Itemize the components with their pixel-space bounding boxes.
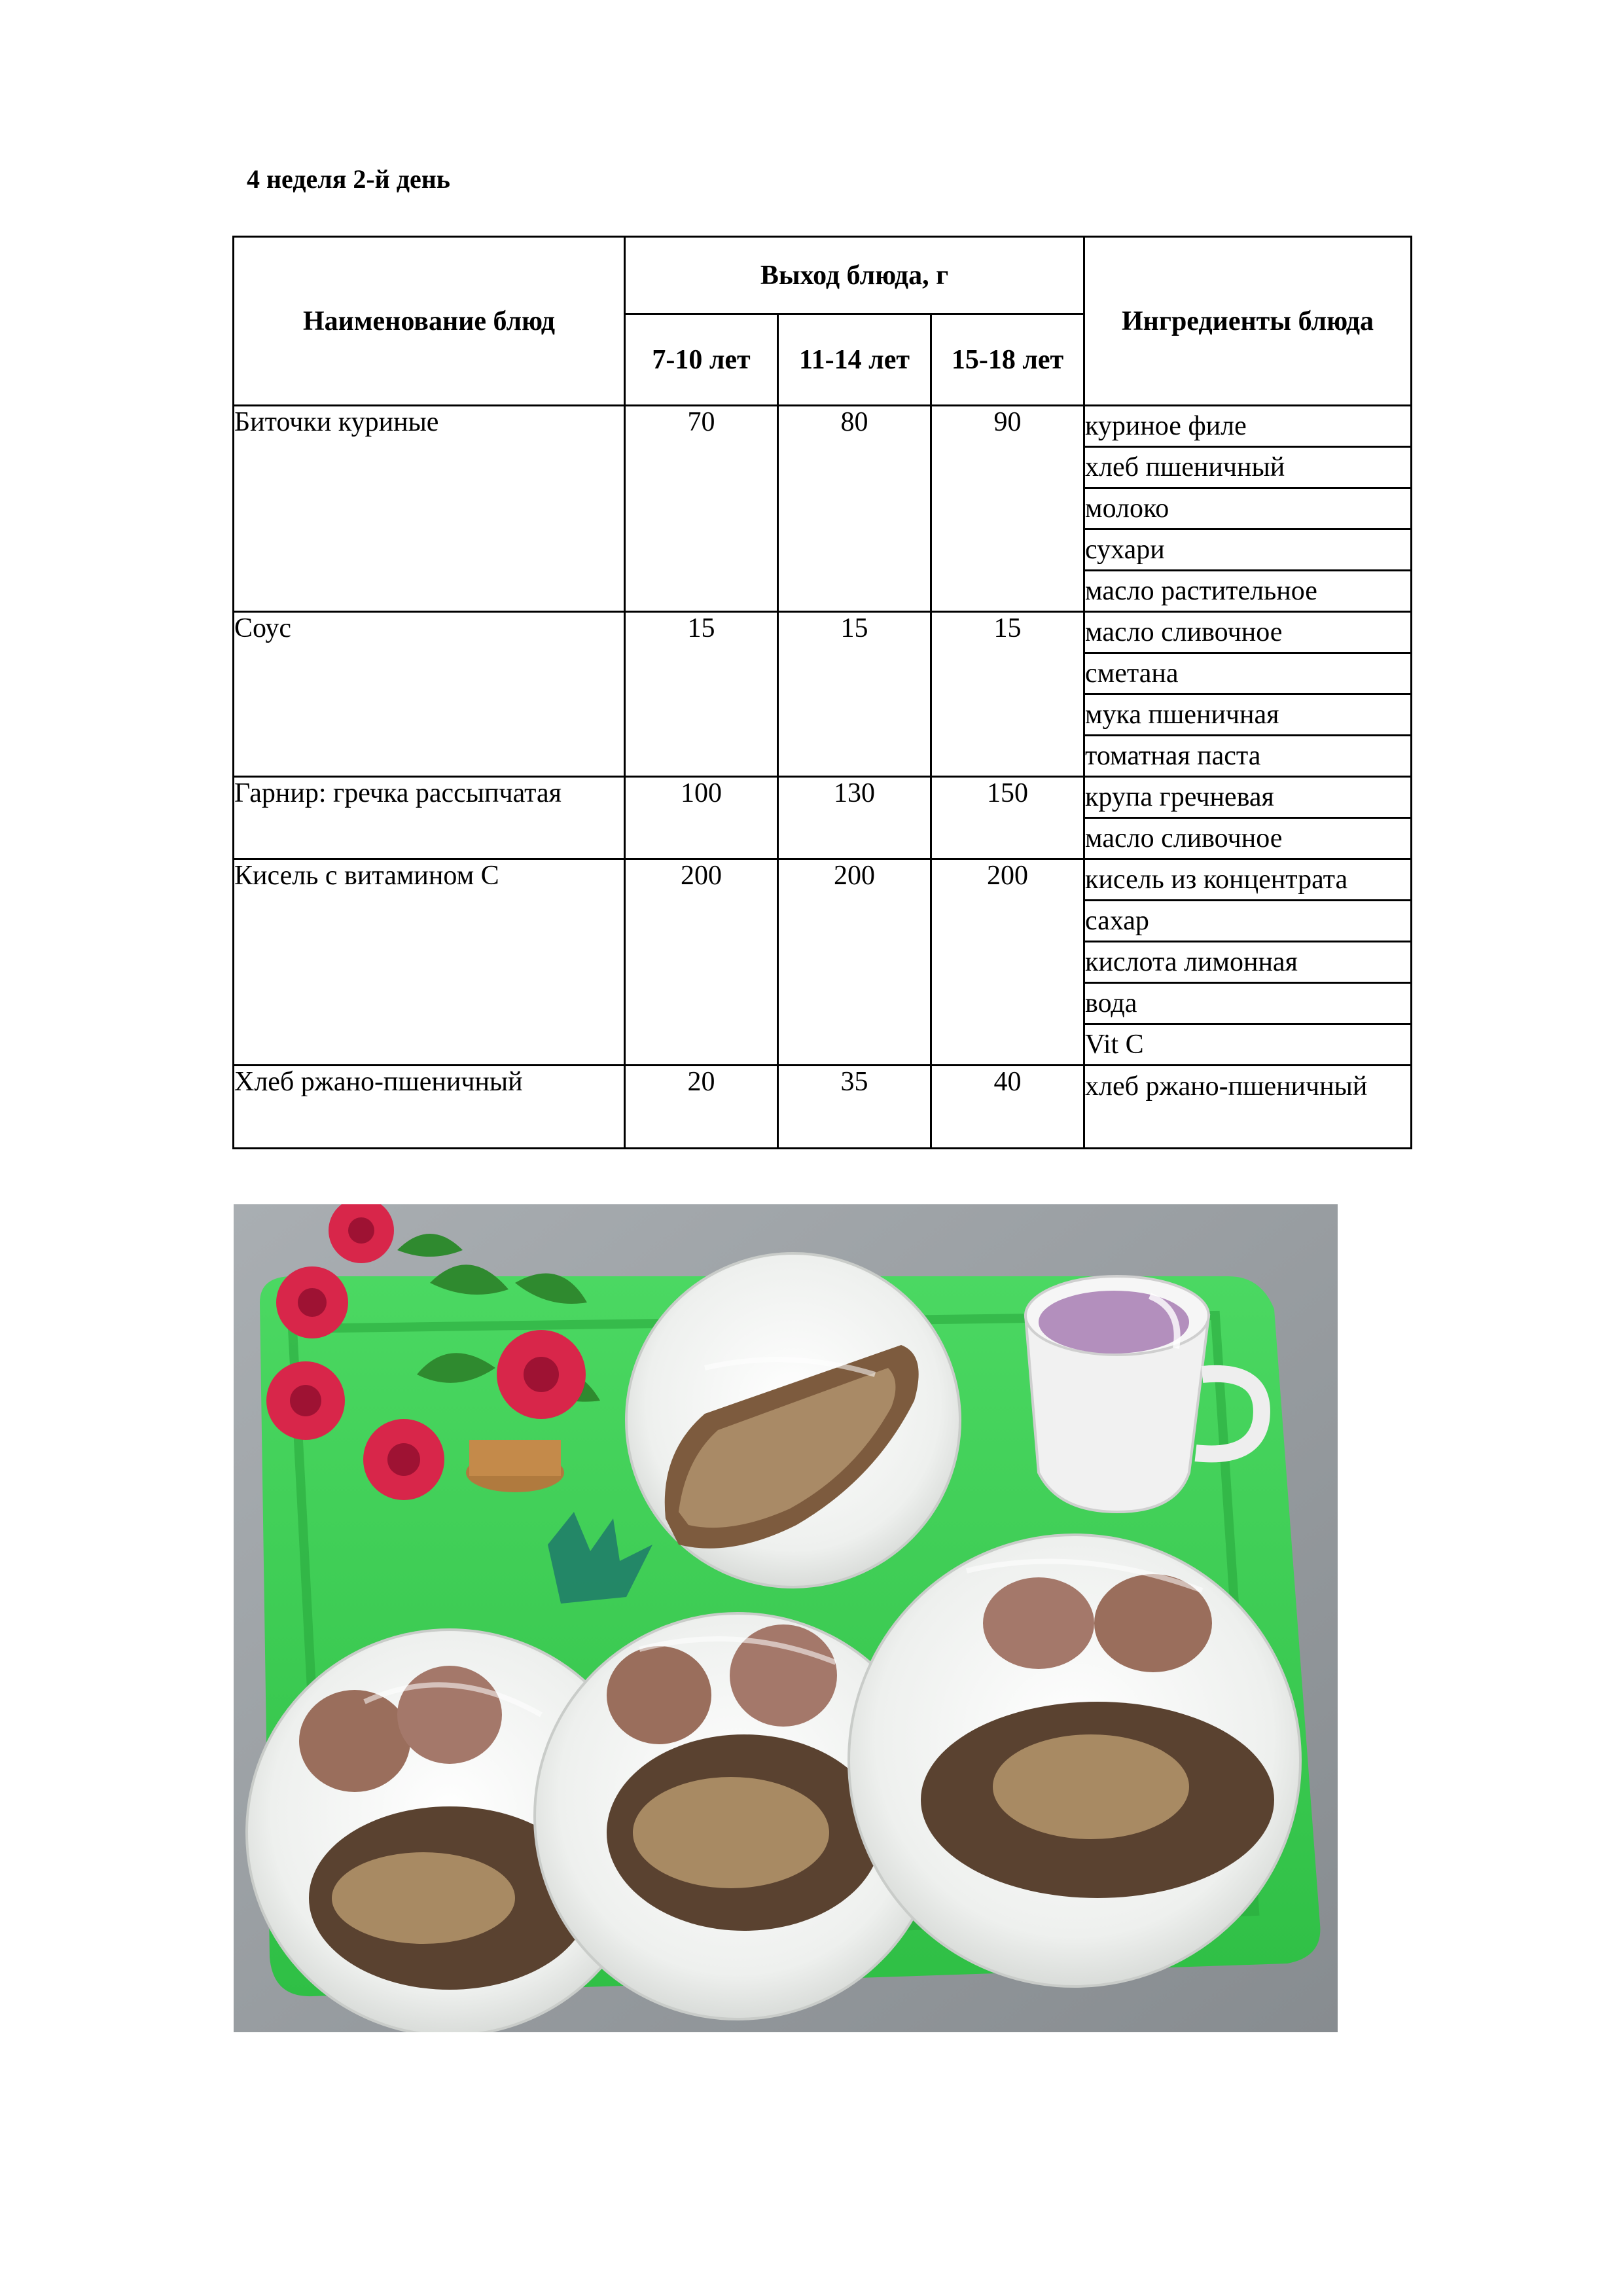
portion-11-14: 200 <box>778 859 931 1066</box>
ingredient: мука пшеничная <box>1084 694 1412 736</box>
header-dish-name: Наименование блюд <box>234 237 625 406</box>
ingredient: Vit C <box>1084 1024 1412 1066</box>
portion-7-10: 15 <box>625 612 778 777</box>
menu-table <box>232 236 1412 1149</box>
sauce <box>633 1777 829 1888</box>
ingredient: вода <box>1084 983 1412 1024</box>
header-age-11-14: 11-14 лет <box>778 314 931 406</box>
bread-plate <box>626 1253 960 1587</box>
sauce <box>993 1734 1189 1839</box>
portion-11-14: 35 <box>778 1066 931 1149</box>
table-row <box>234 1066 1412 1149</box>
header-age-7-10: 7-10 лет <box>625 314 778 406</box>
ingredient: хлеб пшеничный <box>1084 447 1412 488</box>
table-row <box>234 777 1412 818</box>
ingredient: кислота лимонная <box>1084 942 1412 983</box>
meal-photo <box>234 1204 1338 2032</box>
portion-11-14: 130 <box>778 777 931 859</box>
main-plate-right <box>849 1535 1300 1986</box>
meatball <box>607 1646 711 1744</box>
page-heading: 4 неделя 2-й день <box>247 164 450 194</box>
dish-name: Хлеб ржано-пшеничный <box>234 1066 625 1149</box>
dish-name: Кисель с витамином С <box>234 859 625 1066</box>
portion-7-10: 200 <box>625 859 778 1066</box>
header-ingredients: Ингредиенты блюда <box>1084 237 1412 406</box>
portion-7-10: 20 <box>625 1066 778 1149</box>
ingredient: томатная паста <box>1084 736 1412 777</box>
header-yield: Выход блюда, г <box>625 237 1084 314</box>
table-row <box>234 859 1412 901</box>
header-age-15-18: 15-18 лет <box>931 314 1084 406</box>
ingredient: масло сливочное <box>1084 818 1412 859</box>
flower-pot <box>466 1440 564 1492</box>
ingredient: хлеб ржано-пшеничный <box>1084 1066 1412 1149</box>
meatball <box>397 1666 502 1764</box>
portion-15-18: 200 <box>931 859 1084 1066</box>
portion-7-10: 100 <box>625 777 778 859</box>
portion-7-10: 70 <box>625 406 778 612</box>
dish-name: Соус <box>234 612 625 777</box>
portion-15-18: 90 <box>931 406 1084 612</box>
ingredient: сахар <box>1084 901 1412 942</box>
table-row <box>234 612 1412 653</box>
dish-name: Биточки куриные <box>234 406 625 612</box>
meatball <box>983 1577 1094 1669</box>
ingredient: молоко <box>1084 488 1412 529</box>
ingredient: сухари <box>1084 529 1412 571</box>
dish-name: Гарнир: гречка рассыпчатая <box>234 777 625 859</box>
portion-15-18: 40 <box>931 1066 1084 1149</box>
sauce <box>332 1852 515 1944</box>
portion-11-14: 80 <box>778 406 931 612</box>
table-row <box>234 406 1412 447</box>
ingredient: куриное филе <box>1084 406 1412 447</box>
meatball <box>299 1690 410 1792</box>
ingredient: масло растительное <box>1084 571 1412 612</box>
portion-15-18: 15 <box>931 612 1084 777</box>
ingredient: крупа гречневая <box>1084 777 1412 818</box>
ingredient: сметана <box>1084 653 1412 694</box>
ingredient: кисель из концентрата <box>1084 859 1412 901</box>
ingredient: масло сливочное <box>1084 612 1412 653</box>
portion-11-14: 15 <box>778 612 931 777</box>
kissel-drink <box>1039 1291 1189 1354</box>
portion-15-18: 150 <box>931 777 1084 859</box>
